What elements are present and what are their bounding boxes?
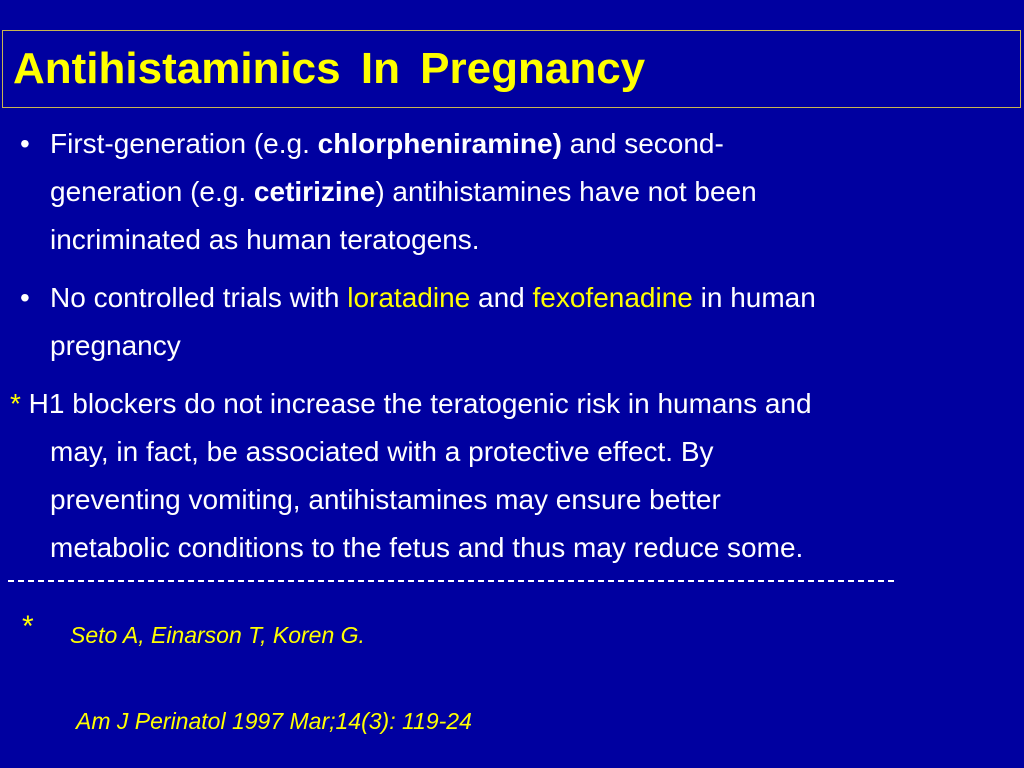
citation-asterisk: *	[22, 610, 34, 643]
bullet-line-1	[50, 120, 1000, 168]
text-run: in human	[692, 282, 816, 313]
note-line-2: may, in fact, be associated with a protective effect. By	[50, 436, 714, 467]
text-run: No controlled trials with	[50, 282, 348, 313]
drug-name: loratadine	[347, 282, 471, 313]
note-line-3: preventing vomiting, antihistamines may ensure better	[50, 484, 721, 515]
drug-name: fexofenadine	[532, 282, 693, 313]
bullet-dot-icon: •	[20, 128, 30, 159]
bullet-line-1	[50, 274, 1000, 322]
drug-name: cetirizine	[253, 176, 376, 207]
bullet-line-2	[50, 168, 1000, 216]
text-run: generation (e.g.	[50, 176, 254, 207]
note-line-1	[10, 380, 1010, 428]
slide-title: Antihistaminics In Pregnancy	[13, 44, 646, 93]
asterisk-marker: *	[10, 388, 21, 419]
divider	[8, 580, 894, 582]
text-run: ) antihistamines have not been	[375, 176, 757, 207]
note-line-4: metabolic conditions to the fetus and thus may reduce some.	[50, 532, 804, 563]
citation-journal: Am J Perinatol 1997 Mar;14(3): 119-24	[76, 708, 472, 734]
title-box	[2, 30, 1021, 108]
bullet-line-2: pregnancy	[50, 330, 181, 361]
bullet-line-3: incriminated as human teratogens.	[50, 224, 480, 255]
citation-authors: Seto A, Einarson T, Koren G.	[70, 622, 365, 648]
bullet-dot-icon: •	[20, 282, 30, 313]
text-run: First-generation (e.g.	[50, 128, 318, 159]
text-run: and second-	[561, 128, 724, 159]
text-run: and	[470, 282, 533, 313]
text-run: H1 blockers do not increase the teratogenic risk in humans and	[20, 388, 812, 419]
drug-name: chlorpheniramine)	[317, 128, 562, 159]
